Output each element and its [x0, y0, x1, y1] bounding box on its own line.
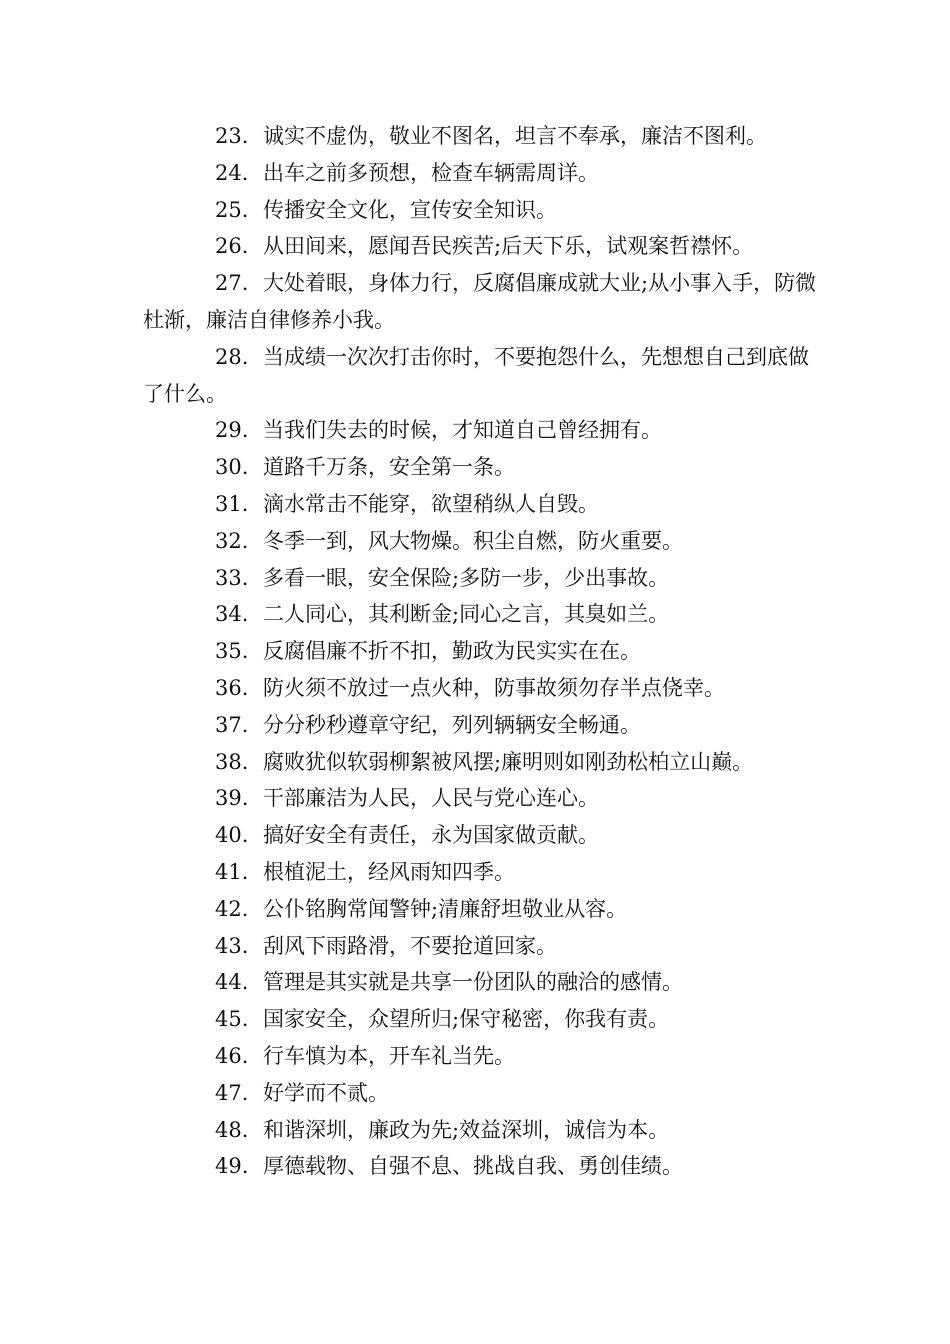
- item-number: 47.: [215, 1080, 249, 1105]
- item-number: 31.: [215, 491, 249, 516]
- item-text: 从田间来，愿闻吾民疾苦;后天下乐，试观案哲襟怀。: [263, 234, 754, 259]
- item-text: 多看一眼，安全保险;多防一步，少出事故。: [263, 565, 670, 590]
- item-number: 28.: [215, 344, 249, 369]
- list-item: [143, 633, 823, 670]
- item-number: 45.: [215, 1007, 249, 1032]
- item-text: 刮风下雨路滑，不要抢道回家。: [263, 933, 557, 958]
- list-item: [143, 964, 823, 1001]
- item-text: 反腐倡廉不折不扣，勤政为民实实在在。: [263, 639, 641, 664]
- item-text: 滴水常击不能穿，欲望稍纵人自毁。: [263, 491, 599, 516]
- item-number: 34.: [215, 602, 249, 627]
- item-number: 48.: [215, 1117, 249, 1142]
- item-text: 二人同心，其利断金;同心之言，其臭如兰。: [263, 602, 670, 627]
- item-number: 46.: [215, 1043, 249, 1068]
- item-text: 大处着眼，身体力行，反腐倡廉成就大业;从小事入手，防微杜渐，廉洁自律修养小我。: [143, 271, 817, 332]
- list-item: [143, 155, 823, 192]
- item-text: 行车慎为本，开车礼当先。: [263, 1043, 515, 1068]
- item-number: 38.: [215, 749, 249, 774]
- list-item: [143, 928, 823, 965]
- item-text: 诚实不虚伪，敬业不图名，坦言不奉承，廉洁不图利。: [263, 124, 767, 148]
- list-item: [143, 817, 823, 854]
- list-item: [143, 744, 823, 781]
- list-item: [143, 449, 823, 486]
- item-text: 传播安全文化，宣传安全知识。: [263, 197, 557, 222]
- list-item: [143, 265, 823, 339]
- item-number: 37.: [215, 712, 249, 737]
- item-number: 43.: [215, 933, 249, 958]
- item-text: 分分秒秒遵章守纪，列列辆辆安全畅通。: [263, 712, 641, 737]
- item-number: 35.: [215, 639, 249, 664]
- list-item: [143, 1112, 823, 1149]
- item-number: 25.: [215, 197, 249, 222]
- item-number: 41.: [215, 859, 249, 884]
- list-item: [143, 560, 823, 597]
- list-item: [143, 1038, 823, 1075]
- item-text: 好学而不贰。: [263, 1080, 389, 1105]
- list-item: [143, 486, 823, 523]
- item-number: 24.: [215, 160, 249, 185]
- list-item: [143, 192, 823, 229]
- list-item: [143, 1148, 823, 1185]
- list-item: [143, 412, 823, 449]
- list-item: [143, 228, 823, 265]
- item-text: 腐败犹似软弱柳絮被风摆;廉明则如刚劲松柏立山巅。: [263, 749, 754, 774]
- item-text: 厚德载物、自强不息、挑战自我、勇创佳绩。: [263, 1154, 683, 1179]
- list-item: [143, 339, 823, 413]
- slogan-list: [143, 118, 823, 1185]
- item-text: 防火须不放过一点火种，防事故须勿存半点侥幸。: [263, 675, 725, 700]
- list-item: [143, 670, 823, 707]
- item-text: 根植泥土，经风雨知四季。: [263, 859, 515, 884]
- item-text: 当成绩一次次打击你时，不要抱怨什么，先想想自己到底做了什么。: [143, 344, 809, 406]
- list-item: [143, 596, 823, 633]
- item-text: 国家安全，众望所归;保守秘密，你我有责。: [263, 1007, 670, 1032]
- item-number: 26.: [215, 234, 249, 259]
- item-number: 23.: [215, 124, 249, 148]
- item-number: 32.: [215, 528, 249, 553]
- item-number: 36.: [215, 675, 249, 700]
- item-number: 42.: [215, 896, 249, 921]
- item-text: 管理是其实就是共享一份团队的融洽的感情。: [263, 970, 683, 995]
- item-text: 冬季一到，风大物燥。积尘自燃，防火重要。: [263, 528, 683, 553]
- list-item: [143, 780, 823, 817]
- item-number: 49.: [215, 1154, 249, 1179]
- item-number: 40.: [215, 823, 249, 848]
- list-item: [143, 118, 823, 155]
- item-number: 29.: [215, 418, 249, 443]
- item-number: 44.: [215, 970, 249, 995]
- item-text: 搞好安全有责任，永为国家做贡献。: [263, 823, 599, 848]
- item-text: 和谐深圳，廉政为先;效益深圳，诚信为本。: [263, 1117, 670, 1142]
- list-item: [143, 1075, 823, 1112]
- item-number: 27.: [215, 271, 249, 296]
- list-item: [143, 1001, 823, 1038]
- item-text: 当我们失去的时候，才知道自己曾经拥有。: [263, 418, 662, 443]
- item-text: 出车之前多预想，检查车辆需周详。: [263, 160, 599, 185]
- list-item: [143, 854, 823, 891]
- item-text: 公仆铭胸常闻警钟;清廉舒坦敬业从容。: [263, 896, 628, 921]
- item-text: 道路千万条，安全第一条。: [263, 455, 515, 480]
- list-item: [143, 891, 823, 928]
- item-number: 33.: [215, 565, 249, 590]
- list-item: [143, 707, 823, 744]
- item-text: 干部廉洁为人民，人民与党心连心。: [263, 786, 599, 811]
- item-number: 30.: [215, 455, 249, 480]
- item-number: 39.: [215, 786, 249, 811]
- list-item: [143, 523, 823, 560]
